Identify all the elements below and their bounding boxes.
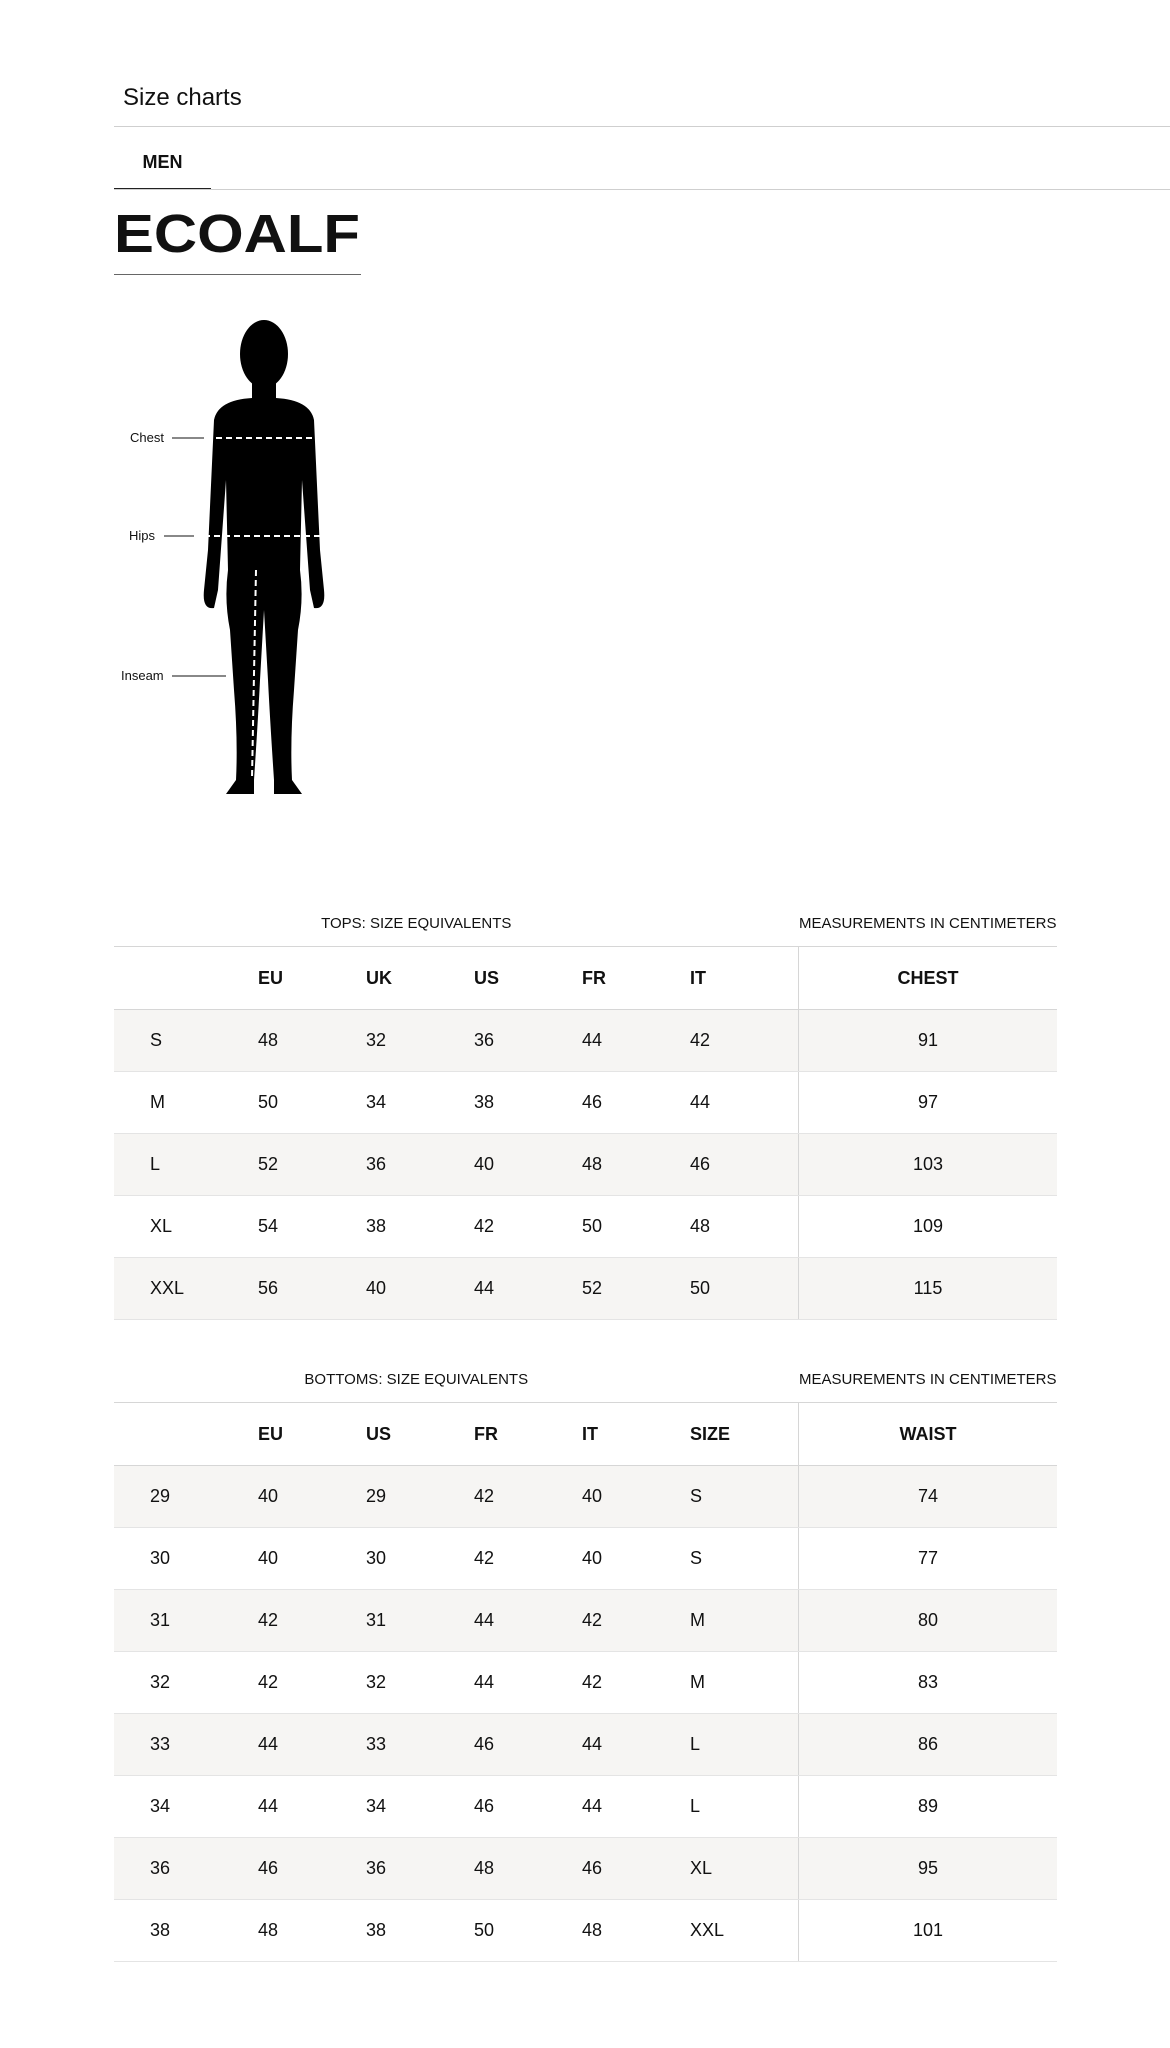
tops-size-table <box>114 900 1057 1320</box>
chest-label: Chest <box>130 430 164 445</box>
body-measurement-figure <box>114 300 354 815</box>
table-row <box>114 1714 1057 1776</box>
table-cell: M <box>690 1652 799 1714</box>
page-title: Size charts <box>123 84 242 111</box>
table-cell: 48 <box>258 1900 366 1962</box>
table-row <box>114 1528 1057 1590</box>
bottoms-header-waist-size <box>114 1403 258 1466</box>
bottoms-header-it: IT <box>582 1403 690 1466</box>
table-cell: 34 <box>366 1072 474 1134</box>
table-cell: 50 <box>582 1196 690 1258</box>
table-row <box>114 1466 1057 1528</box>
table-cell: 50 <box>474 1900 582 1962</box>
table-cell: 86 <box>799 1714 1058 1776</box>
tops-header-us: US <box>474 947 582 1010</box>
table-row <box>114 1196 1057 1258</box>
table-cell: 115 <box>799 1258 1058 1320</box>
table-cell: 109 <box>799 1196 1058 1258</box>
table-cell: S <box>690 1466 799 1528</box>
table-cell: 46 <box>582 1072 690 1134</box>
table-cell: 46 <box>690 1134 799 1196</box>
table-row <box>114 1010 1057 1072</box>
table-cell: 80 <box>799 1590 1058 1652</box>
table-cell: 56 <box>258 1258 366 1320</box>
tops-measure-caption: MEASUREMENTS IN CENTIMETERS <box>798 914 1057 932</box>
table-cell: L <box>690 1714 799 1776</box>
table-cell: L <box>690 1776 799 1838</box>
table-cell: 33 <box>114 1714 258 1776</box>
logo-text: ECOALF <box>114 208 360 256</box>
bottoms-header-us: US <box>366 1403 474 1466</box>
table-cell: 101 <box>799 1900 1058 1962</box>
table-cell: 48 <box>582 1134 690 1196</box>
table-cell: 36 <box>366 1134 474 1196</box>
table-cell: 31 <box>366 1590 474 1652</box>
table-cell: 44 <box>474 1258 582 1320</box>
table-cell: 34 <box>366 1776 474 1838</box>
table-cell: 42 <box>258 1590 366 1652</box>
table-cell: XL <box>690 1838 799 1900</box>
table-cell: 33 <box>366 1714 474 1776</box>
table-cell: 42 <box>582 1652 690 1714</box>
table-cell: 50 <box>690 1258 799 1320</box>
table-cell: 40 <box>366 1258 474 1320</box>
table-cell: 44 <box>582 1010 690 1072</box>
table-cell: 36 <box>366 1838 474 1900</box>
table-cell: 44 <box>474 1652 582 1714</box>
table-cell: 50 <box>258 1072 366 1134</box>
table-cell: 40 <box>582 1466 690 1528</box>
human-silhouette-icon <box>204 320 325 794</box>
table-cell: 48 <box>474 1838 582 1900</box>
table-cell: 48 <box>690 1196 799 1258</box>
table-cell: XXL <box>114 1258 258 1320</box>
hips-label: Hips <box>129 528 156 543</box>
table-cell: 44 <box>582 1714 690 1776</box>
table-cell: M <box>114 1072 258 1134</box>
tabs-divider <box>114 189 1170 190</box>
table-cell: S <box>114 1010 258 1072</box>
table-cell: 38 <box>366 1196 474 1258</box>
tab-men[interactable]: MEN <box>114 148 211 190</box>
tops-header-uk: UK <box>366 947 474 1010</box>
table-cell: M <box>690 1590 799 1652</box>
table-cell: 31 <box>114 1590 258 1652</box>
table-row <box>114 1900 1057 1962</box>
table-cell: S <box>690 1528 799 1590</box>
table-cell: 36 <box>474 1010 582 1072</box>
table-cell: 40 <box>258 1528 366 1590</box>
table-cell: 46 <box>474 1714 582 1776</box>
table-cell: 30 <box>366 1528 474 1590</box>
table-cell: 77 <box>799 1528 1058 1590</box>
table-cell: 32 <box>366 1652 474 1714</box>
table-cell: XL <box>114 1196 258 1258</box>
table-cell: 42 <box>258 1652 366 1714</box>
table-row <box>114 1838 1057 1900</box>
table-cell: 95 <box>799 1838 1058 1900</box>
table-cell: 38 <box>114 1900 258 1962</box>
bottoms-caption: BOTTOMS: SIZE EQUIVALENTS <box>304 1370 529 1388</box>
table-cell: 34 <box>114 1776 258 1838</box>
table-cell: 91 <box>799 1010 1058 1072</box>
table-cell: 29 <box>366 1466 474 1528</box>
table-cell: 38 <box>474 1072 582 1134</box>
title-divider <box>114 126 1170 127</box>
table-cell: 42 <box>690 1010 799 1072</box>
table-row <box>114 1590 1057 1652</box>
bottoms-header-waist: WAIST <box>799 1403 1058 1466</box>
table-cell: 29 <box>114 1466 258 1528</box>
inseam-label: Inseam <box>121 668 164 683</box>
tops-caption: TOPS: SIZE EQUIVALENTS <box>321 914 512 932</box>
table-cell: 89 <box>799 1776 1058 1838</box>
table-row <box>114 1652 1057 1714</box>
tops-header-eu: EU <box>258 947 366 1010</box>
table-cell: 44 <box>258 1714 366 1776</box>
table-row <box>114 1134 1057 1196</box>
bottoms-header-size: SIZE <box>690 1403 799 1466</box>
table-cell: 44 <box>582 1776 690 1838</box>
bottoms-size-table <box>114 1356 1057 1962</box>
table-cell: 40 <box>582 1528 690 1590</box>
table-cell: 97 <box>799 1072 1058 1134</box>
table-cell: 44 <box>690 1072 799 1134</box>
table-cell: 48 <box>258 1010 366 1072</box>
table-cell: 40 <box>474 1134 582 1196</box>
tops-header-fr: FR <box>582 947 690 1010</box>
tops-header-size <box>114 947 258 1010</box>
table-cell: 48 <box>582 1900 690 1962</box>
table-cell: 46 <box>582 1838 690 1900</box>
table-cell: 38 <box>366 1900 474 1962</box>
table-cell: 83 <box>799 1652 1058 1714</box>
table-cell: 42 <box>474 1196 582 1258</box>
bottoms-header-fr: FR <box>474 1403 582 1466</box>
table-row <box>114 1072 1057 1134</box>
table-row <box>114 1258 1057 1320</box>
table-cell: 46 <box>474 1776 582 1838</box>
table-cell: 52 <box>582 1258 690 1320</box>
table-cell: 40 <box>258 1466 366 1528</box>
ecoalf-logo <box>114 208 364 261</box>
table-cell: 42 <box>474 1528 582 1590</box>
table-cell: 74 <box>799 1466 1058 1528</box>
tops-header-it: IT <box>690 947 799 1010</box>
table-cell: 52 <box>258 1134 366 1196</box>
table-cell: 46 <box>258 1838 366 1900</box>
table-cell: 44 <box>474 1590 582 1652</box>
bottoms-measure-caption: MEASUREMENTS IN CENTIMETERS <box>798 1370 1057 1388</box>
table-cell: 32 <box>114 1652 258 1714</box>
table-cell: 36 <box>114 1838 258 1900</box>
table-cell: 54 <box>258 1196 366 1258</box>
table-cell: 30 <box>114 1528 258 1590</box>
table-cell: L <box>114 1134 258 1196</box>
table-cell: 103 <box>799 1134 1058 1196</box>
table-row <box>114 1776 1057 1838</box>
table-cell: XXL <box>690 1900 799 1962</box>
table-cell: 44 <box>258 1776 366 1838</box>
logo-divider <box>114 274 361 275</box>
bottoms-header-eu: EU <box>258 1403 366 1466</box>
table-cell: 42 <box>582 1590 690 1652</box>
table-cell: 42 <box>474 1466 582 1528</box>
tops-header-chest: CHEST <box>799 947 1058 1010</box>
table-cell: 32 <box>366 1010 474 1072</box>
